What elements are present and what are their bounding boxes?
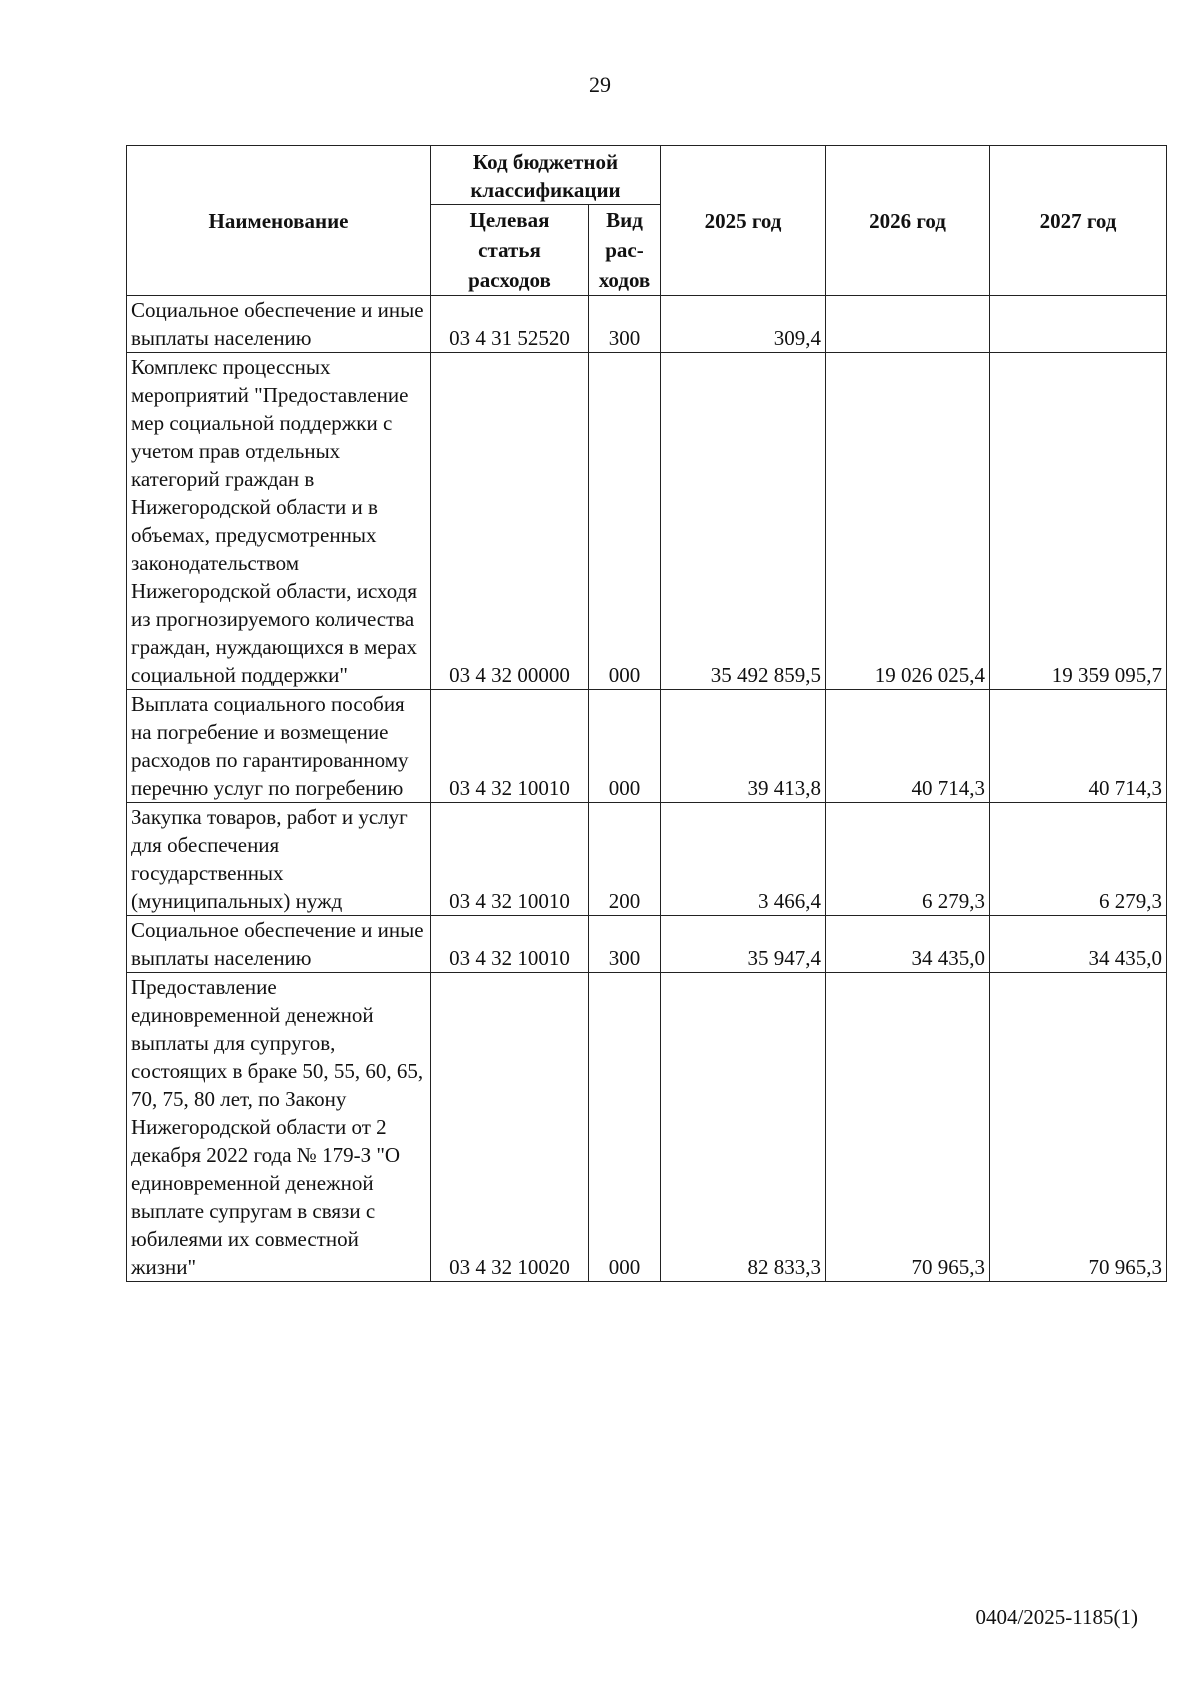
row-value-2026 — [826, 296, 990, 353]
page-number: 29 — [589, 72, 611, 97]
row-code: 03 4 32 00000 — [431, 353, 589, 690]
row-value-2026: 34 435,0 — [826, 916, 990, 973]
header-year-2026: 2026 год — [826, 146, 990, 296]
row-code: 03 4 32 10020 — [431, 973, 589, 1282]
row-name: Закупка товаров, работ и услуг для обеспечения государственных (муниципальных) нужд — [127, 803, 431, 916]
row-value-2027 — [990, 296, 1167, 353]
row-kind: 000 — [589, 973, 661, 1282]
row-code: 03 4 32 10010 — [431, 916, 589, 973]
row-code: 03 4 32 10010 — [431, 803, 589, 916]
row-kind: 300 — [589, 916, 661, 973]
budget-table — [126, 145, 1167, 1282]
row-name: Предоставление единовременной денежной выплаты для супругов, состоящих в браке 50, 55, 60, 65, 70, 75, 80 лет, по Закону Нижегородской области от 2 декабря 2022 года № 179-З "О единовременной денежной выплате супругам в связи с юбилеями их совместной жизни" — [127, 973, 431, 1282]
row-name: Социальное обеспечение и иные выплаты населению — [127, 296, 431, 353]
row-value-2026: 6 279,3 — [826, 803, 990, 916]
header-target-article: Целевая статья расходов — [431, 205, 589, 296]
row-value-2026: 40 714,3 — [826, 690, 990, 803]
row-value-2026: 70 965,3 — [826, 973, 990, 1282]
row-name: Комплекс процессных мероприятий "Предоставление мер социальной поддержки с учетом прав отдельных категорий граждан в Нижегородской области и в объемах, предусмотренных законодательством Нижегородской области, исходя из прогнозируемого количества граждан, нуждающихся в мерах социальной поддержки" — [127, 353, 431, 690]
table-row — [127, 803, 1167, 916]
row-kind: 300 — [589, 296, 661, 353]
row-value-2025: 39 413,8 — [661, 690, 826, 803]
row-value-2026: 19 026 025,4 — [826, 353, 990, 690]
row-value-2027: 6 279,3 — [990, 803, 1167, 916]
row-value-2025: 35 492 859,5 — [661, 353, 826, 690]
header-name: Наименование — [127, 146, 431, 296]
row-value-2025: 3 466,4 — [661, 803, 826, 916]
table-row — [127, 916, 1167, 973]
table-row — [127, 353, 1167, 690]
row-code: 03 4 31 52520 — [431, 296, 589, 353]
header-year-2027: 2027 год — [990, 146, 1167, 296]
row-kind: 000 — [589, 690, 661, 803]
row-name: Социальное обеспечение и иные выплаты населению — [127, 916, 431, 973]
row-value-2027: 19 359 095,7 — [990, 353, 1167, 690]
table-row — [127, 296, 1167, 353]
header-year-2025: 2025 год — [661, 146, 826, 296]
row-value-2025: 82 833,3 — [661, 973, 826, 1282]
row-name: Выплата социального пособия на погребение и возмещение расходов по гарантированному перечню услуг по погребению — [127, 690, 431, 803]
row-value-2027: 34 435,0 — [990, 916, 1167, 973]
row-value-2027: 70 965,3 — [990, 973, 1167, 1282]
row-value-2025: 35 947,4 — [661, 916, 826, 973]
table-row — [127, 973, 1167, 1282]
document-code: 0404/2025-1185(1) — [975, 1605, 1138, 1629]
row-kind: 200 — [589, 803, 661, 916]
header-code-group: Код бюджетной классификации — [431, 146, 661, 205]
row-code: 03 4 32 10010 — [431, 690, 589, 803]
header-expense-kind: Вид рас-ходов — [589, 205, 661, 296]
table-row — [127, 690, 1167, 803]
row-value-2027: 40 714,3 — [990, 690, 1167, 803]
row-kind: 000 — [589, 353, 661, 690]
row-value-2025: 309,4 — [661, 296, 826, 353]
